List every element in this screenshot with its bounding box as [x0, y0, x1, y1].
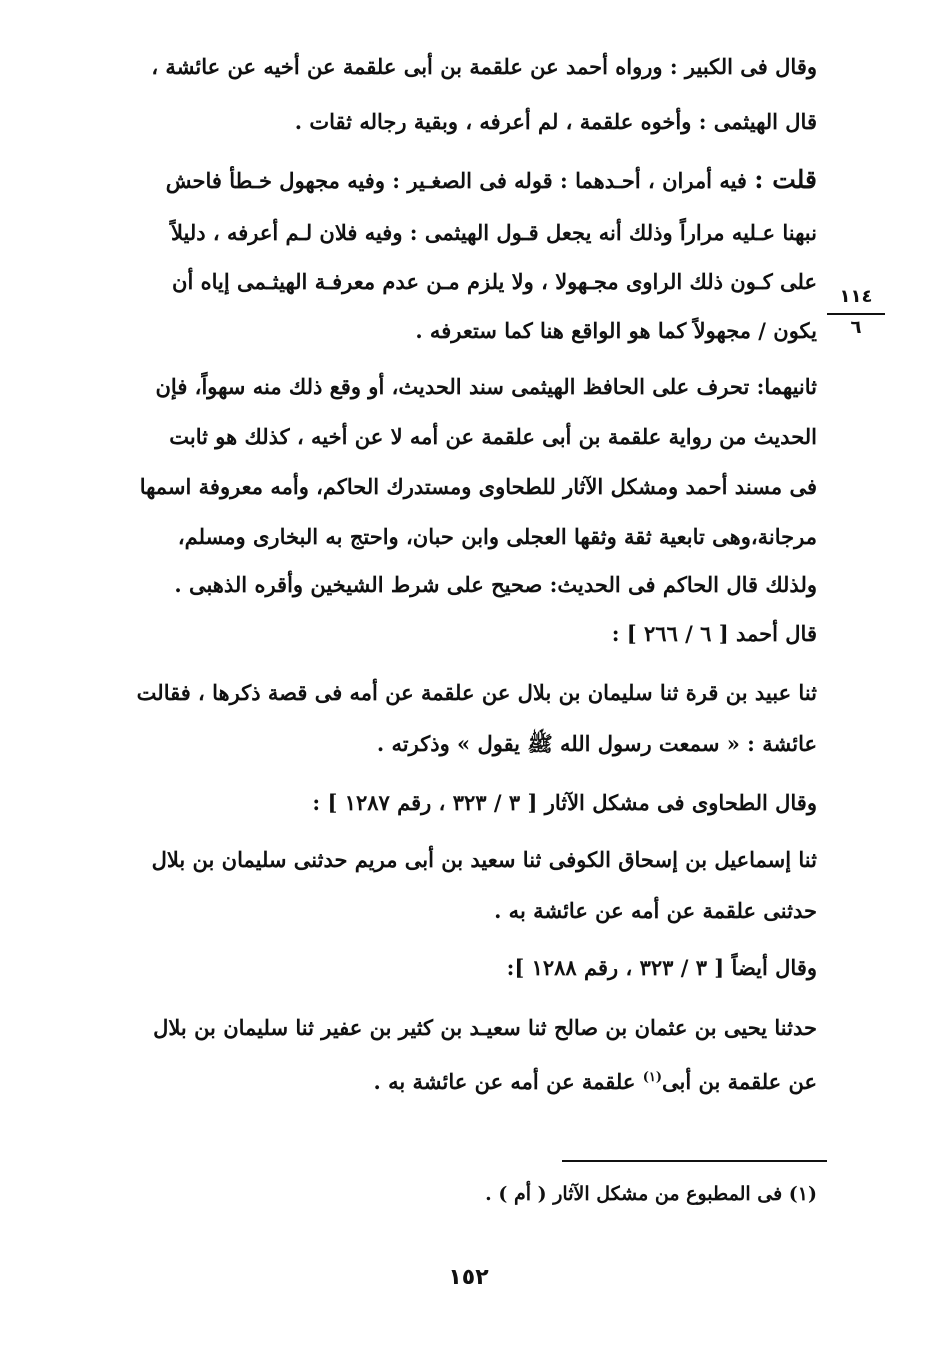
- text-line: حدثنى علقمة عن أمه عن عائشة به .: [494, 898, 817, 923]
- margin-page-reference: [826, 285, 886, 339]
- text-line: قال أحمد [ ٦ / ٢٦٦ ] :: [611, 621, 817, 646]
- page-number: ١٥٢: [448, 1265, 489, 1290]
- text-line: ثنا إسماعيل بن إسحاق الكوفى ثنا سعيد بن أبى مريم حدثنى سليمان بن بلال: [151, 847, 817, 872]
- text-line: على كـون ذلك الراوى مجـهولا ، ولا يلزم مـن عدم معرفـة الهيثـمى إياه أن: [172, 269, 817, 294]
- text-line-part: عن علقمة بن أبى: [662, 1069, 817, 1094]
- text-line: نبهنا عـليه مراراً وذلك أنه يجعل قـول الهيثمى : وفيه فلان لـم أعرفه ، دليلاً: [170, 220, 817, 245]
- text-line: يكون / مجهولاً كما هو الواقع هنا كما ستعرفه .: [415, 318, 817, 343]
- text-line: فى مسند أحمد ومشكل الآثار للطحاوى ومستدرك الحاكم، وأمه معروفة اسمها: [139, 474, 817, 499]
- text-line-part: علقمة عن أمه عن عائشة به .: [373, 1069, 636, 1094]
- text-line: مرجانة،وهى تابعية ثقة وثقها العجلى وابن حبان، واحتج به البخارى ومسلم،: [177, 524, 817, 549]
- text-line: حدثنا يحيى بن عثمان بن صالح ثنا سعيـد بن كثير بن عفير ثنا سليمان بن بلال: [153, 1015, 817, 1040]
- qult-label: قلت :: [754, 165, 817, 194]
- text-line: الحديث من رواية علقمة بن أبى علقمة عن أمه لا عن أخيه ، كذلك هو ثابت: [169, 424, 817, 449]
- margin-reference-top: ١١٤: [839, 286, 873, 307]
- text-line-body: فيه أمران ، أحـدهما : قوله فى الصغـير : وفيه مجهول خـطأ فاحش: [165, 168, 747, 193]
- footnote-divider: [562, 1160, 827, 1162]
- margin-reference-bottom: ٦: [850, 317, 862, 338]
- text-line: [117, 165, 817, 195]
- text-line: [117, 1063, 817, 1093]
- footnote: (١) فى المطبوع من مشكل الآثار ( أم ) .: [485, 1183, 817, 1205]
- text-line: ثانيهما: تحرف على الحافظ الهيثمى سند الحديث، أو وقع ذلك منه سهواً، فإن: [155, 374, 817, 399]
- text-line: وقال فى الكبير : ورواه أحمد عن علقمة بن أبى علقمة عن أخيه عن عائشة ،: [151, 54, 817, 79]
- text-line: وقال الطحاوى فى مشكل الآثار [ ٣ / ٣٢٣ ، رقم ١٢٨٧ ] :: [312, 790, 817, 815]
- text-line: عائشة : « سمعت رسول الله ﷺ يقول » وذكرته .: [376, 731, 817, 756]
- margin-reference-rule: [827, 313, 885, 315]
- footnote-marker: (١): [642, 1070, 663, 1085]
- text-line: وقال أيضاً [ ٣ / ٣٢٣ ، رقم ١٢٨٨ ]:: [506, 955, 817, 980]
- text-line: قال الهيثمى : وأخوه علقمة ، لم أعرفه ، وبقية رجاله ثقات .: [294, 109, 817, 134]
- text-line: ثنا عبيد بن قرة ثنا سليمان بن بلال عن علقمة عن أمه فى قصة ذكرها ، فقالت: [136, 680, 817, 705]
- text-line: ولذلك قال الحاكم فى الحديث: صحيح على شرط الشيخين وأقره الذهبى .: [174, 572, 817, 597]
